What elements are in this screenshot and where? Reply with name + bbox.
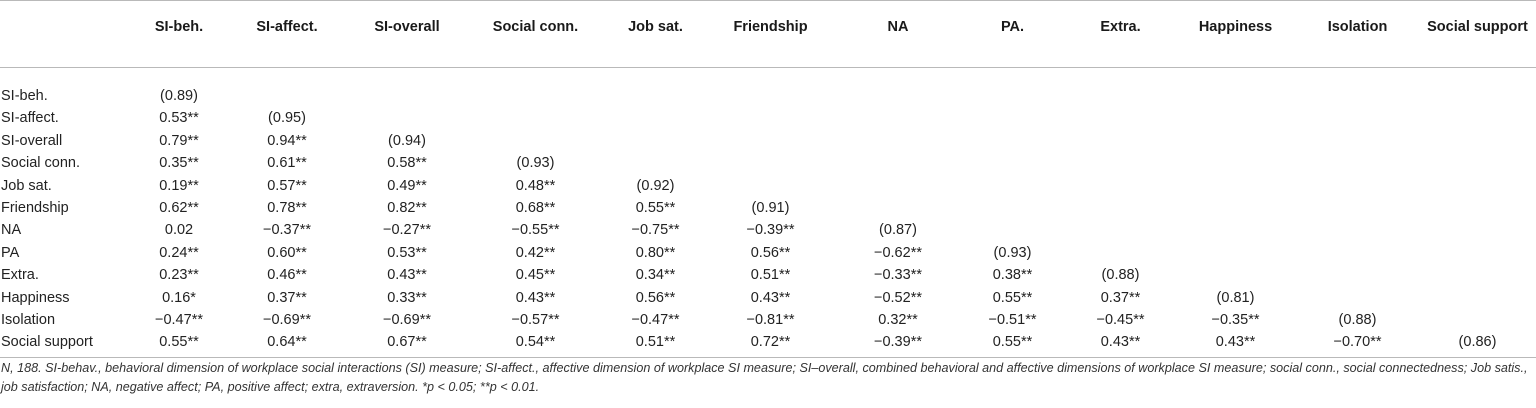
table-cell: 0.35** — [159, 155, 199, 172]
table-row — [0, 264, 1536, 286]
table-cell — [959, 107, 1066, 129]
table-cell: 0.56** — [750, 244, 791, 261]
table-cell: 0.55** — [992, 289, 1033, 306]
table-cell: −0.47** — [631, 312, 680, 329]
table-cell — [1296, 264, 1419, 286]
table-cell — [1296, 197, 1419, 219]
table-cell: 0.45** — [515, 267, 556, 284]
table-cell — [1419, 197, 1536, 219]
table-cell — [1419, 175, 1536, 197]
table-cell: −0.69** — [263, 312, 311, 329]
table-cell — [607, 85, 704, 107]
table-cell: (0.88) — [1101, 267, 1140, 284]
table-body — [0, 68, 1536, 358]
column-header-social-support: Social support — [1419, 1, 1536, 68]
table-cell — [350, 85, 464, 107]
table-cell: (0.93) — [993, 244, 1032, 261]
table-cell: 0.61** — [267, 155, 307, 172]
table-cell: (0.86) — [1419, 331, 1536, 357]
table-cell: −0.35** — [1211, 312, 1260, 329]
table-cell: 0.82** — [387, 200, 427, 217]
table-cell — [959, 175, 1066, 197]
table-cell: −0.47** — [155, 312, 203, 329]
table-cell: 0.51** — [750, 267, 791, 284]
table-cell: (0.89) — [160, 88, 198, 104]
row-label: Happiness — [1, 289, 70, 306]
table-cell: 0.37** — [1100, 289, 1141, 306]
table-cell — [1066, 242, 1175, 264]
table-cell — [1175, 264, 1296, 286]
table-cell — [704, 175, 837, 197]
column-header-si-beh: SI-beh. — [134, 1, 224, 68]
table-cell — [1419, 152, 1536, 174]
row-label: PA — [1, 244, 20, 261]
table-cell — [837, 197, 959, 219]
row-label: Job sat. — [1, 177, 52, 194]
table-cell — [464, 130, 607, 152]
table-cell — [959, 219, 1066, 241]
table-cell: (0.88) — [1338, 312, 1377, 329]
table-cell: 0.80** — [635, 244, 676, 261]
table-cell: −0.81** — [746, 312, 795, 329]
table-cell: 0.34** — [635, 267, 676, 284]
header-corner — [0, 1, 134, 68]
column-header-extra: Extra. — [1066, 1, 1175, 68]
table-cell — [837, 152, 959, 174]
table-cell — [1296, 85, 1419, 107]
table-cell: 0.46** — [267, 267, 307, 284]
table-cell: 0.43** — [387, 267, 427, 284]
table-cell — [1066, 219, 1175, 241]
table-cell — [1066, 130, 1175, 152]
table-cell: 0.72** — [704, 331, 837, 357]
table-cell — [837, 85, 959, 107]
table-cell — [959, 85, 1066, 107]
table-row — [0, 152, 1536, 174]
table-cell: 0.79** — [159, 132, 199, 149]
column-header-si-overall: SI-overall — [350, 1, 464, 68]
table-cell: 0.49** — [387, 177, 427, 194]
column-header-isolation: Isolation — [1296, 1, 1419, 68]
table-cell: −0.27** — [383, 222, 431, 239]
table-cell: 0.53** — [159, 110, 199, 127]
table-cell — [1296, 287, 1419, 309]
table-cell: −0.52** — [874, 289, 922, 306]
table-row — [0, 242, 1536, 264]
table-cell: (0.92) — [636, 177, 675, 194]
column-header-happiness: Happiness — [1175, 1, 1296, 68]
table-cell — [1419, 130, 1536, 152]
table-cell: −0.39** — [746, 222, 795, 239]
table-cell — [1175, 175, 1296, 197]
table-cell — [1175, 85, 1296, 107]
table-cell: (0.81) — [1216, 289, 1255, 306]
table-cell: (0.91) — [751, 200, 790, 217]
table-cell — [1296, 152, 1419, 174]
table-cell: 0.38** — [992, 267, 1033, 284]
table-cell: 0.24** — [159, 244, 199, 261]
row-label: Social support — [0, 331, 134, 357]
table-cell: (0.93) — [516, 155, 555, 172]
row-label: Extra. — [1, 267, 39, 284]
table-cell: −0.33** — [874, 267, 922, 284]
table-cell: −0.75** — [631, 222, 680, 239]
table-cell — [959, 152, 1066, 174]
table-cell: 0.02 — [164, 222, 194, 239]
table-cell — [1066, 85, 1175, 107]
table-row — [0, 287, 1536, 309]
table-cell: −0.70** — [1296, 331, 1419, 357]
header-spacer — [0, 68, 1536, 86]
table-cell: 0.62** — [159, 200, 199, 217]
table-cell — [1175, 130, 1296, 152]
table-cell — [607, 152, 704, 174]
table-cell: 0.55** — [635, 200, 676, 217]
table-row — [0, 197, 1536, 219]
table-cell — [1419, 264, 1536, 286]
table-cell — [607, 130, 704, 152]
table-cell: 0.57** — [267, 177, 307, 194]
table-cell — [704, 85, 837, 107]
table-cell — [224, 85, 350, 107]
table-cell — [1419, 107, 1536, 129]
table-cell — [1419, 287, 1536, 309]
table-cell: 0.37** — [267, 289, 307, 306]
table-row — [0, 107, 1536, 129]
row-label: Social conn. — [1, 155, 80, 172]
row-label: Friendship — [1, 200, 69, 217]
column-header-social-conn: Social conn. — [464, 1, 607, 68]
table-row — [0, 219, 1536, 241]
table-cell: 0.51** — [607, 331, 704, 357]
table-cell: −0.62** — [874, 244, 922, 261]
row-label: SI-beh. — [1, 88, 48, 104]
header-row — [0, 1, 1536, 68]
table-cell: 0.55** — [134, 331, 224, 357]
table-cell — [1175, 242, 1296, 264]
table-cell — [1175, 219, 1296, 241]
table-cell — [350, 107, 464, 129]
table-cell — [1419, 85, 1536, 107]
table-cell — [1175, 197, 1296, 219]
table-cell: (0.87) — [879, 222, 917, 239]
column-header-si-affect: SI-affect. — [224, 1, 350, 68]
table-cell — [1419, 309, 1536, 331]
table-cell — [959, 197, 1066, 219]
table-cell: 0.23** — [159, 267, 199, 284]
table-cell: 0.43** — [515, 289, 556, 306]
table-cell: 0.32** — [878, 312, 918, 329]
table-cell: 0.43** — [1066, 331, 1175, 357]
table-cell: 0.53** — [387, 244, 427, 261]
table-cell: 0.43** — [1175, 331, 1296, 357]
table-cell — [1175, 152, 1296, 174]
table-cell: −0.55** — [511, 222, 560, 239]
table-cell — [704, 130, 837, 152]
table-cell — [704, 107, 837, 129]
column-header-friendship: Friendship — [704, 1, 837, 68]
table-cell — [837, 107, 959, 129]
table-row — [0, 175, 1536, 197]
table-cell: 0.42** — [515, 244, 556, 261]
table-cell — [1296, 107, 1419, 129]
table-cell — [1066, 197, 1175, 219]
table-cell: −0.37** — [263, 222, 311, 239]
table-cell: 0.16* — [162, 289, 196, 306]
table-cell: −0.39** — [837, 331, 959, 357]
table-cell: 0.94** — [267, 132, 307, 149]
column-header-na: NA — [837, 1, 959, 68]
table-cell: 0.58** — [387, 155, 427, 172]
table-cell: 0.54** — [464, 331, 607, 357]
row-label: SI-affect. — [1, 110, 59, 127]
table-cell — [1066, 175, 1175, 197]
table-cell: 0.55** — [959, 331, 1066, 357]
column-header-pa: PA. — [959, 1, 1066, 68]
table-cell: (0.95) — [268, 110, 306, 127]
table-cell — [1419, 242, 1536, 264]
table-cell — [1175, 107, 1296, 129]
table-cell: 0.48** — [515, 177, 556, 194]
table-cell — [837, 175, 959, 197]
table-cell: 0.19** — [159, 177, 199, 194]
table-cell: (0.94) — [388, 132, 426, 149]
table-cell: −0.69** — [383, 312, 431, 329]
table-cell: 0.43** — [750, 289, 791, 306]
row-label: SI-overall — [1, 132, 63, 149]
table-cell: 0.56** — [635, 289, 676, 306]
table-row — [0, 130, 1536, 152]
table-cell: 0.78** — [267, 200, 307, 217]
table-cell — [837, 130, 959, 152]
table-cell — [464, 107, 607, 129]
table-cell — [1296, 175, 1419, 197]
table-row — [0, 331, 1536, 357]
row-label: Isolation — [1, 312, 56, 329]
table-cell — [959, 130, 1066, 152]
table-cell — [704, 152, 837, 174]
row-label: NA — [1, 222, 22, 239]
table-cell — [1419, 219, 1536, 241]
table-header — [0, 1, 1536, 68]
table-cell — [607, 107, 704, 129]
table-cell — [1296, 130, 1419, 152]
table-cell: −0.45** — [1096, 312, 1145, 329]
table-cell — [1296, 242, 1419, 264]
table-cell — [1066, 107, 1175, 129]
table-cell: 0.67** — [350, 331, 464, 357]
table-cell — [1296, 219, 1419, 241]
table-cell — [464, 85, 607, 107]
table-cell — [1066, 152, 1175, 174]
table-footnote: N, 188. SI-behav., behavioral dimension of workplace social interactions (SI) measure; SI-affect., affective dimension of workplace SI measure; SI–overall, combined behavioral and affective dimensions of workplace SI measure; social conn., social connectedness; Job satis., job satisfaction; NA, negative affect; PA, positive affect; extra, extraversion. *p < 0.05; **p < 0.01. — [1, 361, 1528, 394]
column-header-job-sat: Job sat. — [607, 1, 704, 68]
table-cell: 0.64** — [224, 331, 350, 357]
table-row — [0, 309, 1536, 331]
table-row — [0, 85, 1536, 107]
table-cell: −0.57** — [511, 312, 560, 329]
table-cell: 0.33** — [387, 289, 427, 306]
table-cell: 0.60** — [267, 244, 307, 261]
table-cell: 0.68** — [515, 200, 556, 217]
table-cell: −0.51** — [988, 312, 1037, 329]
